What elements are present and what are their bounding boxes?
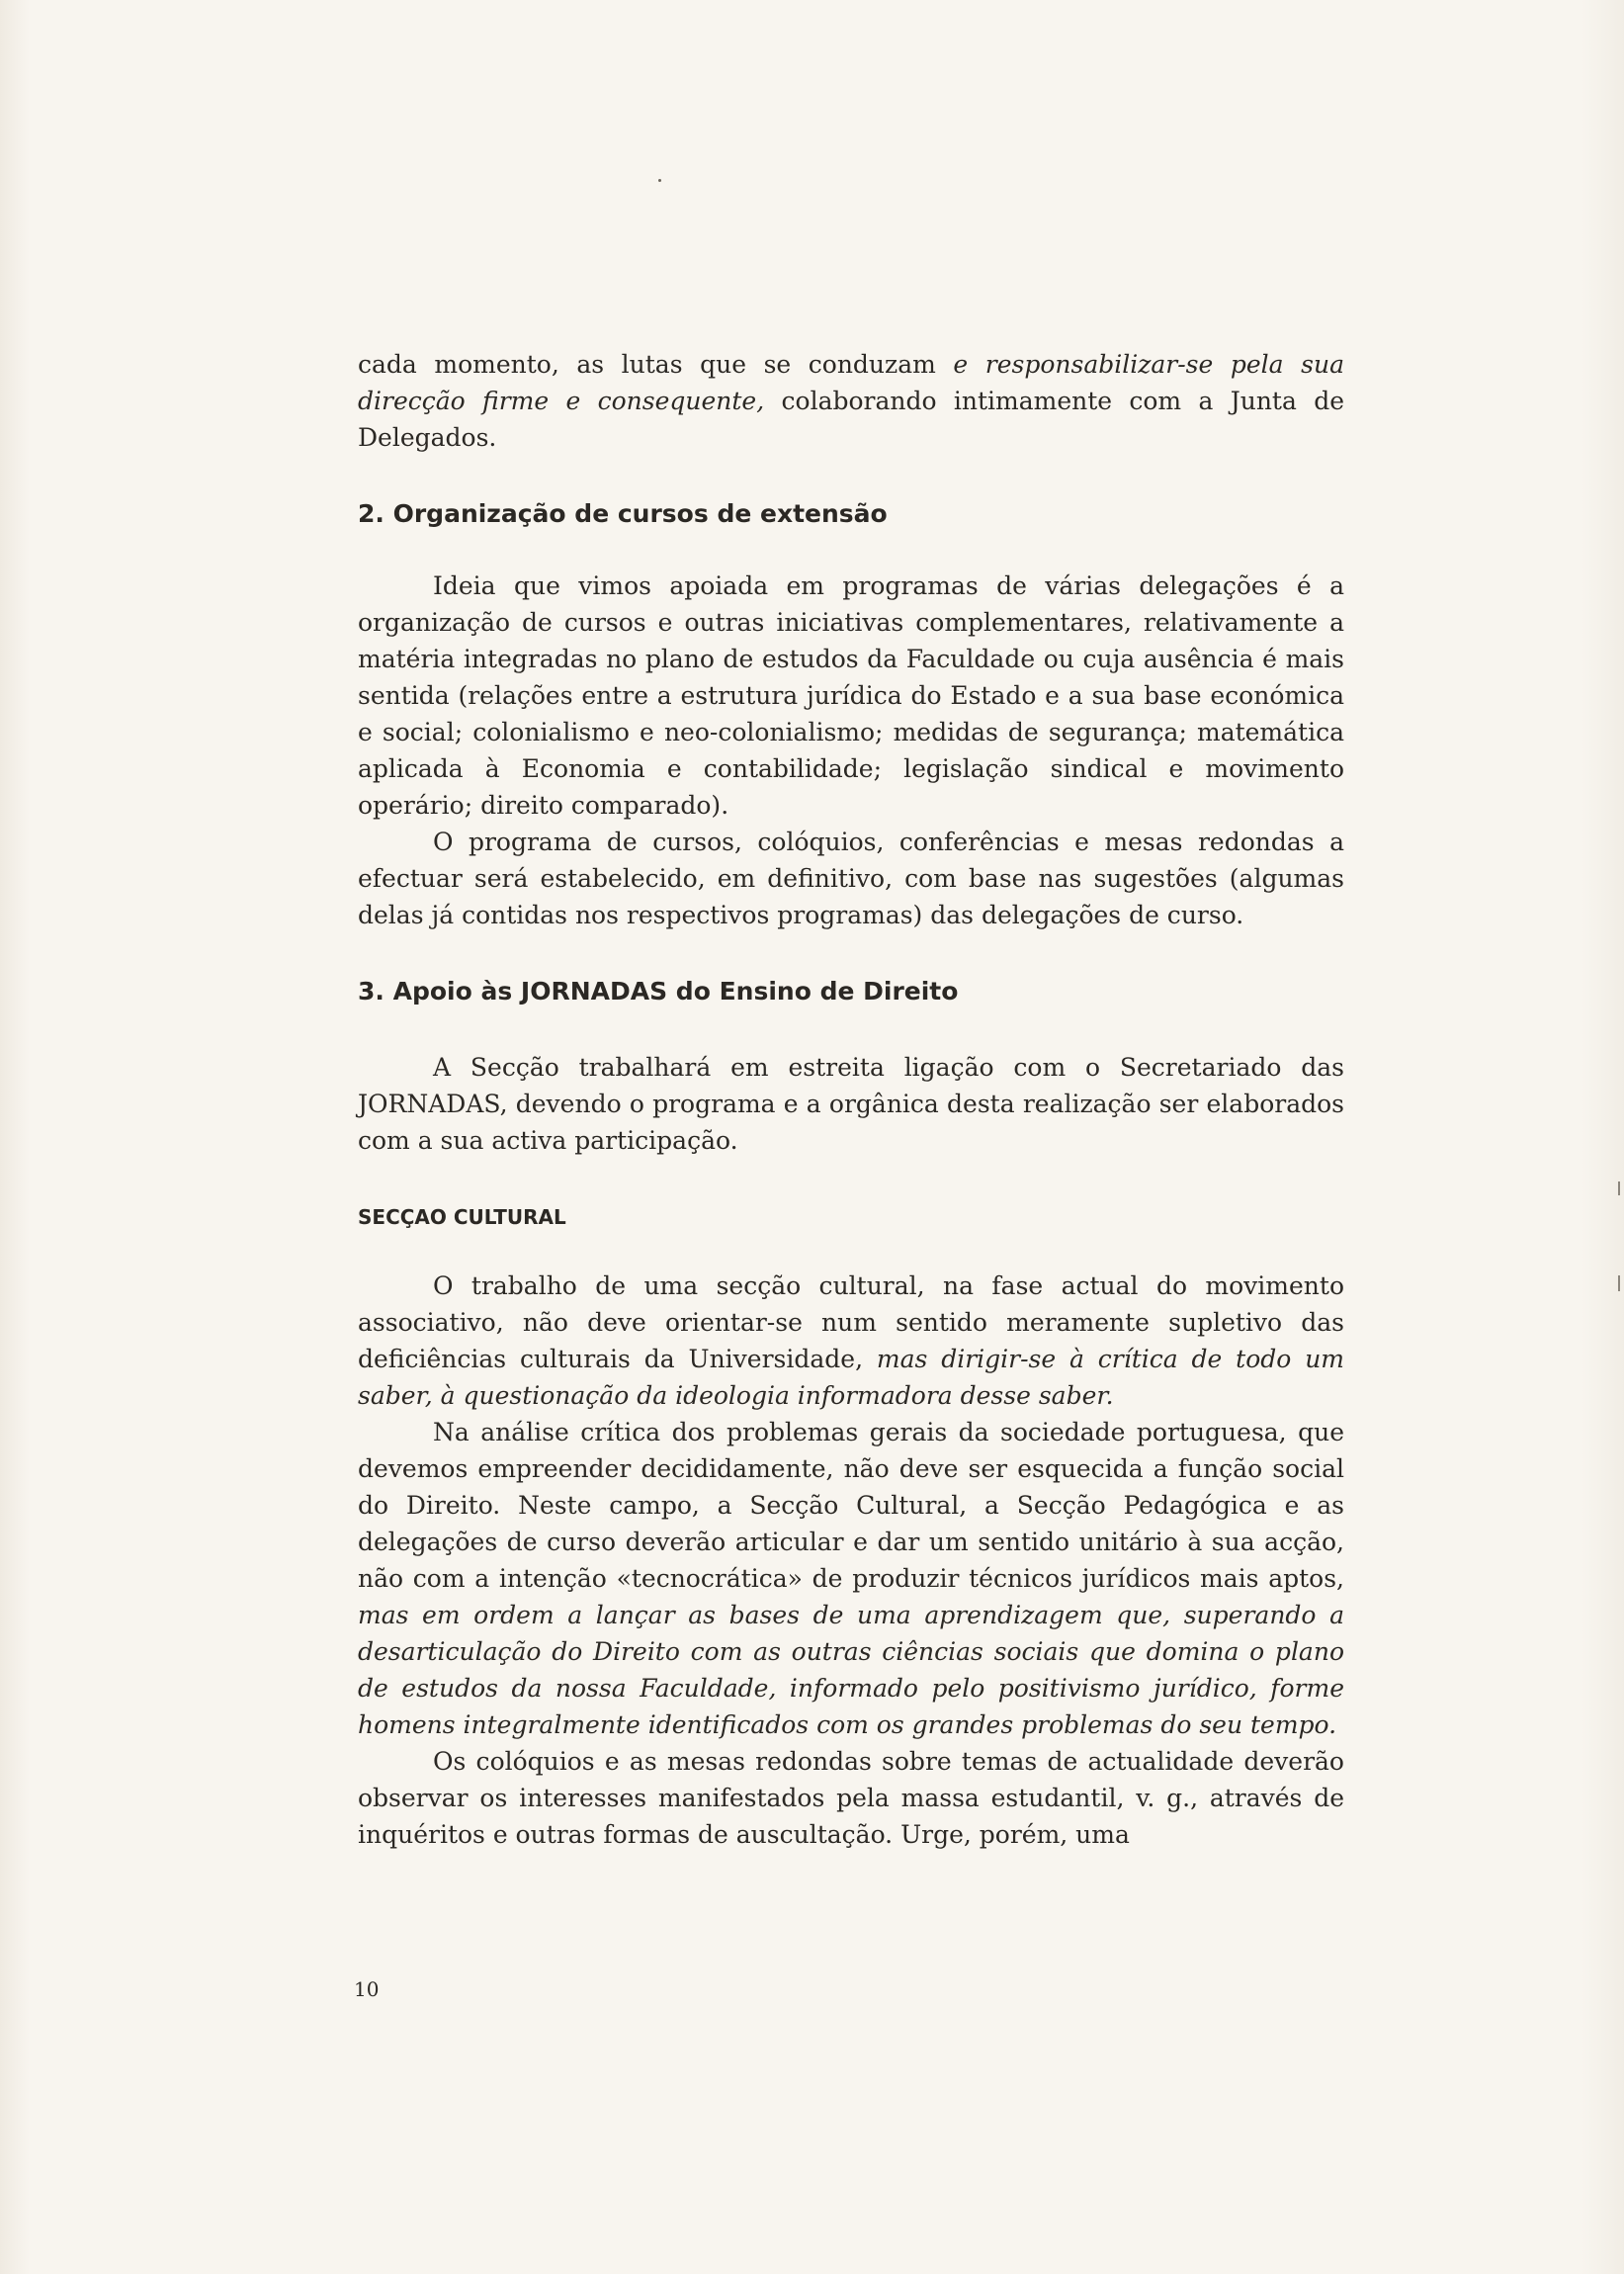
text-run: cada momento, as lutas que se conduzam [358, 350, 954, 379]
section-heading-seccao-cultural: SECÇAO CULTURAL [358, 1205, 566, 1229]
section-heading-jornadas: 3. Apoio às JORNADAS do Ensino de Direito [358, 977, 959, 1006]
paragraph: Ideia que vimos apoiada em programas de várias delegações é a organização de cursos e outras iniciativas complementares, relativamente a matéria integradas no plano de estudos da Faculdade ou cuja ausência é mais sentida (relações entre a estrutura jurídica do Estado e a sua base económica e social; colonialismo e neo-colonialismo; medidas de segurança; matemática aplicada à Economia e contabilidade; legislação sindical e movimento operário; direito comparado). [358, 571, 1344, 820]
text-run: O trabalho de uma secção cultural, na fase actual do movimento associativo, não deve orientar-se num sentido meramente supletivo das deficiências culturais da Universidade, [358, 1271, 1344, 1373]
paragraph: A Secção trabalhará em estreita ligação com o Secretariado das JORNADAS, devendo o programa e a orgânica desta realização ser elaborados com a sua activa participação. [358, 1053, 1344, 1155]
section-heading-extension-courses: 2. Organização de cursos de extensão [358, 499, 888, 528]
text-run: Na análise crítica dos problemas gerais da sociedade portuguesa, que devemos empreender decididamente, não deve ser esquecida a função social do Direito. Neste campo, a Secção Cultural, a Secção Pedagógica e as delegações de curso deverão articular e dar um sentido unitário à sua acção, não com a intenção «tecnocrática» de produzir técnicos jurídicos mais aptos, [358, 1418, 1344, 1593]
italic-run: e responsabilizar-se pela sua direcção firme e consequente, [358, 350, 1344, 415]
continuation-paragraph [358, 346, 1344, 456]
paragraph [358, 1414, 1344, 1743]
italic-run: mas dirigir-se à crítica de todo um saber, à questionação da ideologia informadora desse saber. [358, 1345, 1345, 1410]
page-number: 10 [354, 1977, 380, 2001]
paragraph: O programa de cursos, colóquios, conferências e mesas redondas a efectuar será estabelecido, em definitivo, com base nas sugestões (algumas delas já contidas nos respectivos programas) das delegações de curso. [358, 828, 1344, 929]
italic-run: mas em ordem a lançar as bases de uma aprendizagem que, superando a desarticulação do Direito com as outras ciências sociais que domina o plano de estudos da nossa Faculdade, informado pelo positivismo jurídico, forme homens integralmente identificados com os grandes problemas do seu tempo. [358, 1601, 1344, 1739]
edge-mark [1618, 1275, 1620, 1291]
paper-speck [658, 179, 661, 182]
paragraph: Os colóquios e as mesas redondas sobre temas de actualidade deverão observar os interesses manifestados pela massa estudantil, v. g., através de inquéritos e outras formas de auscultação. Urge, porém, uma [358, 1747, 1344, 1849]
text-column [358, 346, 1344, 1853]
edge-mark [1618, 1181, 1620, 1195]
text-run: colaborando intimamente com a Junta de Delegados. [358, 387, 1344, 452]
paragraph [358, 1268, 1344, 1414]
